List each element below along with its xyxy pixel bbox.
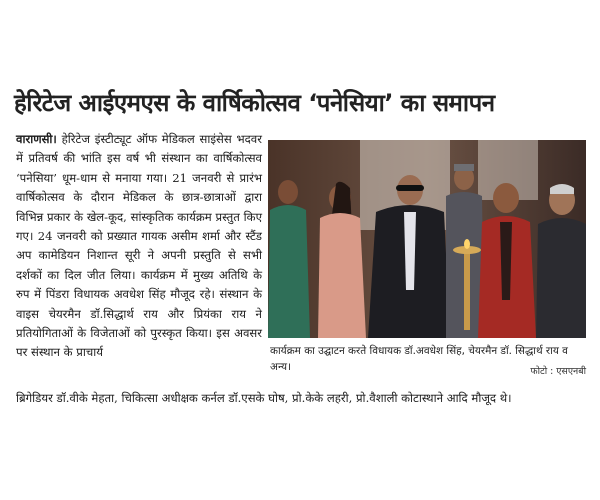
photo-credit: फोटो : एसएनबी	[530, 366, 586, 377]
article-body	[16, 130, 262, 363]
event-photo	[268, 140, 586, 338]
article-headline: हेरिटेज आईएमएस के वार्षिकोत्सव ‘पनेसिया’ का समापन	[14, 89, 495, 117]
article-body-continued: ब्रिगेडियर डॉ.वीके मेहता, चिकित्सा अधीक्षक कर्नल डॉ.एसके घोष, प्रो.केके लहरी, प्रो.वैशाली कोटास्थाने आदि मौजूद थे।	[16, 391, 512, 405]
photo-caption: कार्यक्रम का उद्घाटन करते विधायक डॉ.अवधेश सिंह, चेयरमैन डॉ. सिद्धार्थ राय व अन्य।	[270, 345, 568, 373]
article-dateline: वाराणसी।	[16, 132, 57, 146]
article-body-main: हेरिटेज इंस्टीट्यूट ऑफ मेडिकल साइंसेस भदवर में प्रतिवर्ष की भांति इस वर्ष भी संस्थान का वार्षिकोत्सव ‘पनेसिया’ धूम-धाम से मनाया गया। 21 जनवरी से प्रारंभ वार्षिकोत्सव के दौरान मेडिकल के छात्र-छात्राओं द्वारा विभिन्न प्रकार के खेल-कूद, सांस्कृतिक कार्यक्रम प्रस्तुत किए गए। 24 जनवरी को प्रख्यात गायक असीम शर्मा और स्टैंड अप कामेडियन निशान्त सूरी ने अपनी प्रस्तुति से सभी दर्शकों का दिल जीत लिया। कार्यक्रम में मुख्य अतिथि के रुप में पिंडरा विधायक अवधेश सिंह मौजूद रहे। संस्थान के वाइस चेयरमैन डॉ.सिद्धार्थ राय और प्रियंका राय ने प्रतियोगिताओं के विजेताओं को पुरस्कृत किया। इस अवसर पर संस्थान के प्राचार्य	[16, 132, 262, 360]
